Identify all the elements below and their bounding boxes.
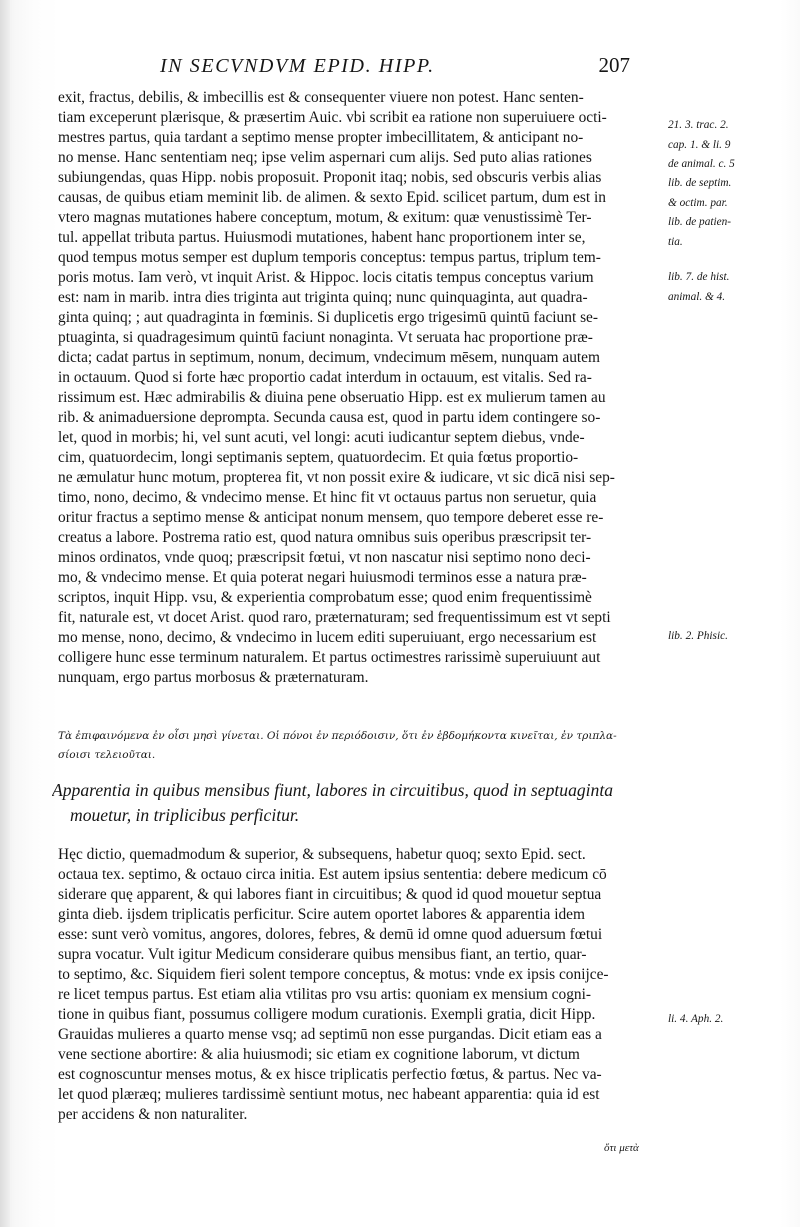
text-line: exit, fractus, debilis, & imbecillis est & consequenter viuere non potest. Hanc senten- [58, 89, 584, 106]
margin-note-line: li. 4. Aph. 2. [668, 1013, 724, 1025]
text-line: esse: sunt verò vomitus, angores, dolores, febres, & demū id omne quod aduersum fœtui [58, 926, 603, 943]
page-number: 207 [598, 53, 630, 77]
lemma-line: Apparentia in quibus mensibus fiunt, labores in circuitibus, quod in septuaginta [52, 780, 614, 800]
text-line: siderare quę apparent, & qui labores fiant in circuitibus; & quod id quod mouetur septua [58, 886, 602, 903]
text-line: timo, nono, decimo, & vndecimo mense. Et hinc fit vt octauus partus non seruetur, quia [58, 489, 597, 506]
running-title: IN SECVNDVM EPID. HIPP. [160, 55, 435, 77]
page-header [160, 55, 630, 81]
text-line: let, quod in morbis; hi, vel sunt acuti, vel longi: acuti iudicantur septem diebus, vnde- [58, 429, 585, 446]
text-line: per accidens & non naturaliter. [58, 1106, 248, 1123]
text-line: supra vocatur. Vult igitur Medicum considerare quibus mensibus fiant, an tertio, quar- [58, 946, 587, 963]
greek-line: σίοισι τελειοῦται. [58, 749, 156, 761]
text-line: Hęc dictio, quemadmodum & superior, & subsequens, habetur quoq; sexto Epid. sect. [58, 846, 586, 863]
text-line: dicta; cadat partus in septimum, nonum, decimum, vndecimum mēsem, nunquam autem [58, 349, 600, 366]
margin-note [668, 116, 798, 175]
margin-note-line: tia. [668, 235, 683, 248]
text-line: est: nam in marib. intra dies triginta aut triginta quinq; nunc quinquaginta, aut quadra- [58, 289, 588, 306]
text-line: vtero magnas mutationes habere conceptum, motum, & exitum: quæ venustissimè Ter- [58, 209, 592, 226]
margin-note-line: & octim. par. [668, 196, 728, 209]
margin-note-line: lib. de septim. [668, 177, 732, 189]
margin-note [668, 1010, 798, 1030]
commentary-paragraph-one [58, 88, 668, 688]
text-line: ginta quinq; ; aut quadraginta in fœminis. Si duplicetis ergo trigesimū quintū faciunt se- [58, 309, 599, 326]
text-line: Grauidas mulieres a quarto mense vsq; ad septimū non esse purgandas. Dicit etiam eas a [58, 1026, 602, 1043]
text-line: ginta dieb. ijsdem triplicatis perficitur. Scire autem oportet labores & apparentia idem [58, 906, 585, 923]
text-line: causas, de quibus etiam meminit lib. de alimen. & sexto Epid. scilicet partum, dum est in [58, 189, 606, 206]
margin-note-line: lib. de patien- [668, 216, 732, 228]
text-line: no mense. Hanc sententiam neq; ipse velim aspernari cum alijs. Sed puto alias rationes [58, 149, 592, 166]
text-line: nunquam, ergo partus morbosus & præternaturam. [58, 669, 369, 686]
latin-lemma [52, 778, 672, 828]
margin-note-line: 21. 3. trac. 2. [668, 119, 729, 131]
margin-note [668, 174, 798, 252]
text-line: let quod plæræq; mulieres tardissimè sentiunt motus, nec habeant apparentia: quia id est [58, 1086, 600, 1103]
text-line: subiungendas, quas Hipp. nobis proposuit. Proponit itaq; nobis, sed obscuris verbis alias [58, 169, 602, 186]
text-line: cim, quatuordecim, longi septimanis septem, quatuordecim. Et quia fœtus proportio- [58, 449, 579, 466]
margin-note-line: animal. & 4. [668, 290, 726, 303]
text-line: minos ordinatos, vnde quoq; præscripsit fœtui, vt non nascatur nisi septimo nono deci- [58, 549, 591, 566]
text-line: fit, naturale est, vt docet Arist. quod raro, præternaturam; sed frequentissimum est vt septi [58, 609, 611, 626]
text-line: creatus a labore. Postrema ratio est, quod natura omnibus suis operibus præscripsit ter- [58, 529, 592, 546]
text-line: ne æmulatur hunc motum, propterea fit, vt non possit exire & iudicare, vt sic dicā nisi sep- [58, 469, 615, 486]
text-line: colligere hunc esse terminum naturalem. Et partus octimestres rarissimè superuiuunt aut [58, 649, 601, 666]
greek-aphorism [58, 727, 670, 765]
margin-note-line: lib. 2. Phisic. [668, 630, 728, 642]
text-line: octaua tex. septimo, & octauo circa initia. Est autem ipsius sententia: debere medicum cō [58, 866, 607, 883]
text-line: oritur fractus a septimo mense & anticipat nonum mensem, quo tempore deberet esse re- [58, 509, 604, 526]
margin-note-line: de animal. c. 5 [668, 158, 735, 170]
text-line: vene sectione abortire: & alia huiusmodi; sic etiam ex cognitione laborum, vt dictum [58, 1046, 580, 1063]
text-line: rissimum est. Hæc admirabilis & diuina pene obseruatio Hipp. est ex mulierum tamen au [58, 389, 606, 406]
text-line: tul. appellat tributa partus. Huiusmodi mutationes, habent hanc proportionem inter se, [58, 229, 586, 246]
margin-note [668, 268, 798, 307]
text-line: mo, & vndecimo mense. Et quia poterat negari huiusmodi terminos esse a natura præ- [58, 569, 587, 586]
text-line: tiam exceperunt plærisque, & præsertim Auic. vbi scribit ea ratione non superuiuere octi- [58, 109, 607, 126]
text-line: poris motus. Iam verò, vt inquit Arist. & Hippoc. locis citatis tempus conceptus varium [58, 269, 594, 286]
text-line: in octauum. Quod si forte hæc proportio cadat interdum in octauum, est vitalis. Sed ra- [58, 369, 592, 386]
text-line: to septimo, &c. Siquidem fieri solent tempore conceptus, & motus: vnde ex ipsis conijce- [58, 966, 609, 983]
margin-note-line: cap. 1. & li. 9 [668, 138, 731, 151]
text-line: tione in quibus fiant, possumus colligere modum curationis. Exempli gratia, dicit Hipp. [58, 1006, 596, 1023]
text-line: quod tempus motus semper est duplum temporis conceptus: tempus partus, triplum tem- [58, 249, 601, 266]
margin-note [668, 627, 798, 647]
text-line: mestres partus, quia tardant a septimo mense propter imbecillitatem, & anticipant no- [58, 129, 584, 146]
text-line: est cognoscuntur menses motus, & ex hisce triplicatis perfectio fœtus, & partus. Nec va- [58, 1066, 602, 1083]
text-line: mo mense, nono, decimo, & vndecimo in lucem editi superuiuant, ergo necessarium est [58, 629, 597, 646]
text-line: ptuaginta, si quadragesimum quintū faciunt nonaginta. Vt seruata hac proportione præ- [58, 329, 593, 346]
commentary-paragraph-two [58, 845, 668, 1125]
lemma-line: mouetur, in triplicibus perficitur. [70, 805, 300, 825]
greek-line: Τὰ ἐπιφαινόμενα ἐν οἷσι μησὶ γίνεται. Οἱ πόνοι ἐν περιόδοισιν, ὅτι ἐν ἑβδομήκοντα κινεῖται, ἐν τριπλα- [58, 730, 617, 742]
text-line: re licet tempus partus. Est etiam alia vtilitas pro vsu artis: quoniam ex mensium cogni- [58, 986, 591, 1003]
catchword: ὅτι μετὰ [604, 1142, 639, 1154]
margin-note-line: lib. 7. de hist. [668, 271, 730, 283]
text-line: scriptos, inquit Hipp. vsu, & experientia comprobatum esse; quod enim frequentissimè [58, 589, 592, 606]
text-line: rib. & animaduersione deprompta. Secunda causa est, quod in partu idem contingere so- [58, 409, 601, 426]
page-edge-shadow [0, 0, 10, 1227]
